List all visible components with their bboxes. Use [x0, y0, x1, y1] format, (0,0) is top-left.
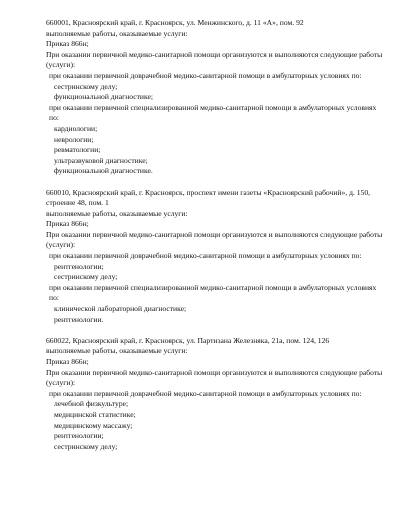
works-label: выполняемые работы, оказываемые услуги: — [46, 28, 188, 38]
list-item: клинической лабораторной диагностике; — [54, 304, 187, 314]
list-item: сестринскому делу; — [54, 272, 118, 282]
list-item: медицинскому массажу; — [54, 420, 133, 430]
list-item: ревматологии; — [54, 145, 101, 155]
section-heading: при оказании первичной доврачебной медико-санитарной помощи в амбулаторных условиях по: — [49, 251, 362, 261]
address-block-1 — [46, 18, 386, 177]
section-heading: при оказании первичной специализированной медико-санитарной помощи в амбулаторных условиях по: — [49, 102, 377, 123]
order-reference: Приказ 866н; — [46, 219, 89, 229]
section-heading: при оказании первичной специализированной медико-санитарной помощи в амбулаторных условиях по: — [49, 282, 377, 303]
list-item: сестринскому делу; — [54, 441, 118, 451]
works-label: выполняемые работы, оказываемые услуги: — [46, 346, 188, 356]
works-label: выполняемые работы, оказываемые услуги: — [46, 208, 188, 218]
list-item: функциональной диагностике. — [54, 166, 153, 176]
list-item: ультразвуковой диагностике; — [54, 155, 148, 165]
list-item: медицинской статистике; — [54, 409, 136, 419]
list-item: функциональной диагностике; — [54, 92, 153, 102]
list-item: лечебной физкультуре; — [54, 399, 129, 409]
address-line: 660022, Красноярский край, г. Красноярск, ул. Партизана Железняка, 21а, пом. 124, 126 — [46, 335, 330, 345]
list-item: рентгенологии; — [54, 431, 104, 441]
address-block-2 — [46, 188, 386, 326]
list-item: рентгенологии; — [54, 261, 104, 271]
list-item: рентгенологии. — [54, 314, 104, 324]
order-reference: Приказ 866н; — [46, 39, 89, 49]
section-heading: при оказании первичной доврачебной медико-санитарной помощи в амбулаторных условиях по: — [49, 388, 362, 398]
intro-text: При оказании первичной медико-санитарной помощи организуются и выполняются следующие работы (услуги): — [46, 49, 383, 70]
document-page — [46, 18, 386, 463]
intro-text: При оказании первичной медико-санитарной помощи организуются и выполняются следующие работы (услуги): — [46, 367, 383, 388]
list-item: неврологии; — [54, 134, 94, 144]
order-reference: Приказ 866н; — [46, 357, 89, 366]
section-heading: при оказании первичной доврачебной медико-санитарной помощи в амбулаторных условиях по: — [49, 70, 362, 80]
address-block-3 — [46, 336, 386, 453]
list-item: сестринскому делу; — [54, 81, 118, 91]
intro-text: При оказании первичной медико-санитарной помощи организуются и выполняются следующие работы (услуги): — [46, 229, 383, 250]
address-line: 660001, Красноярский край, г. Красноярск, ул. Менжинского, д. 11 «А», пом. 92 — [46, 18, 304, 27]
address-line: 660010, Красноярский край, г. Красноярск, проспект имени газеты «Красноярский рабочий», д. 150, строение 48, пом. 1 — [46, 187, 371, 208]
list-item: кардиологии; — [54, 123, 98, 133]
